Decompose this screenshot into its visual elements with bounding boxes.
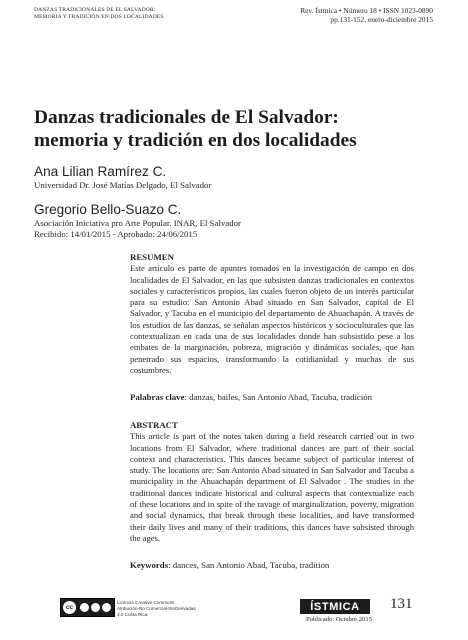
cc-logo-icon: cc <box>63 601 76 614</box>
abstract-keywords-label: Keywords <box>130 560 169 570</box>
author2-name: Gregorio Bello-Suazo C. <box>34 202 182 217</box>
abstract-body: This article is part of the notes taken during a field research carried out in two locations from El Salvador, where traditional dances are part of their social context and characteristics. This dances became subject of particular interest of study. The locations are: San Antonio Abad situated in San Salvador and Tacuba a municipality in the Ahuachapán department of El Salvador . The studies in the traditional dances indicate historical and cultural aspects that contextualize each of these locations and in spite of the ravage of marginalization, poverty, migration and social dynamics, that break through these localities, and have transformed their daily lives and many of their traditions, this dances have subsisted through the ages. <box>130 431 414 543</box>
creative-commons-badge <box>60 598 115 617</box>
author2-affiliation: Asociación Iniciativa pro Arte Popular. INAR, El Salvador <box>34 218 241 228</box>
received-approved-dates: Recibido: 14/01/2015 - Aprobado: 24/06/2015 <box>34 229 198 239</box>
resumen-keywords-label: Palabras clave <box>130 392 185 402</box>
running-header-right <box>300 6 433 25</box>
license-text <box>117 600 196 618</box>
resumen-body: Este artículo es parte de apuntes tomados en la investigación de campo en dos localidades de El Salvador, en las que subsisten danzas tradicionales en contextos sociales y característicos propios, las cuales fueron objeto de un interés particular para su estudio: San Antonio Abad situado en San Salvador, capital de El Salvador, y Tacuba en el municipio del departamento de Ahuachapán. A través de los estudios de las danzas, se señalan aspectos históricos y socioculturales que las contextualizan en cada una de sus localidades donde han subsistido pese a los embates de la marginación, pobreza, migración y dinámicas sociales, que han penetrado sus espacios, transformando la cotidianidad y muchas de sus costumbres. <box>130 263 414 375</box>
abstract-keywords <box>130 560 414 571</box>
resumen-keywords-text: : danzas, bailes, San Antonio Abad, Tacuba, tradición <box>184 392 373 402</box>
resumen-section <box>130 252 414 376</box>
page-number: 131 <box>390 596 413 612</box>
running-header-left-line1: DANZAS TRADICIONALES DE EL SALVADOR: <box>34 7 156 13</box>
noderivatives-icon <box>102 603 111 612</box>
journal-pages-line: pp.131-152, enero-diciembre 2015 <box>330 15 433 25</box>
running-header-left-line2: MEMORIA Y TRADICIÓN EN DOS LOCALIDADES <box>34 14 164 20</box>
resumen-heading: RESUMEN <box>130 252 174 262</box>
author1-name: Ana Lilian Ramírez C. <box>34 164 167 179</box>
article-title <box>34 106 444 152</box>
license-line3: 3.0 Costa Rica. <box>117 612 149 617</box>
noncommercial-icon <box>91 603 100 612</box>
license-line1: Licencia Creative Commons <box>117 600 175 605</box>
author1-affiliation: Universidad Dr. José Matías Delgado, El Salvador <box>34 180 212 190</box>
abstract-heading: ABSTRACT <box>130 420 178 430</box>
abstract-keywords-text: : dances, San Antonio Abad, Tacuba, tradition <box>168 560 330 570</box>
abstract-section <box>130 420 414 544</box>
article-title-line1: Danzas tradicionales de El Salvador: <box>34 107 339 128</box>
resumen-keywords <box>130 392 414 403</box>
attribution-icon <box>80 603 89 612</box>
istmica-logo: ÍSTMICA <box>300 599 370 614</box>
journal-issue-line: Rev. Ístmica • Número 18 • ISSN 1023-0890 <box>300 6 433 15</box>
published-date: Publicado: Octubre 2015 <box>306 616 372 623</box>
running-header-left <box>34 7 164 21</box>
article-title-line2: memoria y tradición en dos localidades <box>34 130 357 151</box>
license-line2: Atribución-No Comercial-SinDerivadas <box>117 606 196 611</box>
